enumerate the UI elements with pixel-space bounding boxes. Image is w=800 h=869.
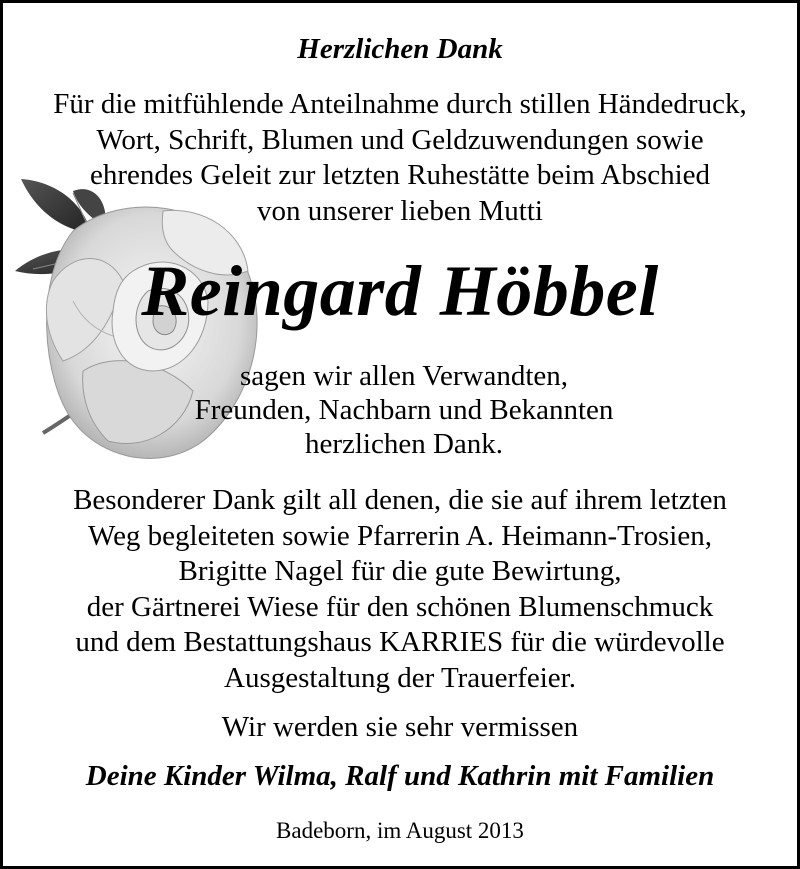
special-line: Brigitte Nagel für die gute Bewirtung, [178, 555, 622, 587]
thanks-line: sagen wir allen Verwandten, [239, 360, 569, 392]
intro-line: Wort, Schrift, Blumen und Geldzuwendungen sowie [96, 123, 704, 156]
thanks-line: Freunden, Nachbarn und Bekannten [194, 394, 614, 426]
special-line: der Gärtnerei Wiese für den schönen Blumenschmuck [86, 590, 714, 623]
signature: Deine Kinder Wilma, Ralf und Kathrin mit Familien [85, 760, 715, 792]
special-line: Besonderer Dank gilt all denen, die sie auf ihrem letzten [73, 484, 727, 516]
special-line: Ausgestaltung der Trauerfeier. [224, 661, 576, 694]
place-date: Badeborn, im August 2013 [276, 818, 524, 843]
thanks-paragraph [3, 359, 797, 461]
intro-line: Für die mitfühlende Anteilnahme durch stillen Händedruck, [53, 88, 747, 120]
heading: Herzlichen Dank [297, 33, 503, 65]
special-line: und dem Bestattungshaus KARRIES für die würdevolle [75, 626, 725, 658]
special-line: Weg begleiteten sowie Pfarrerin A. Heimann-Trosien, [88, 519, 712, 552]
intro-line: von unserer lieben Mutti [257, 194, 543, 227]
closing-line: Wir werden sie sehr vermissen [221, 711, 579, 743]
intro-paragraph [3, 87, 797, 229]
intro-line: ehrendes Geleit zur letzten Ruhestätte beim Abschied [89, 159, 711, 191]
thanks-line: herzlichen Dank. [304, 428, 504, 460]
special-thanks-paragraph [3, 483, 797, 696]
deceased-name: Reingard Höbbel [141, 251, 659, 331]
